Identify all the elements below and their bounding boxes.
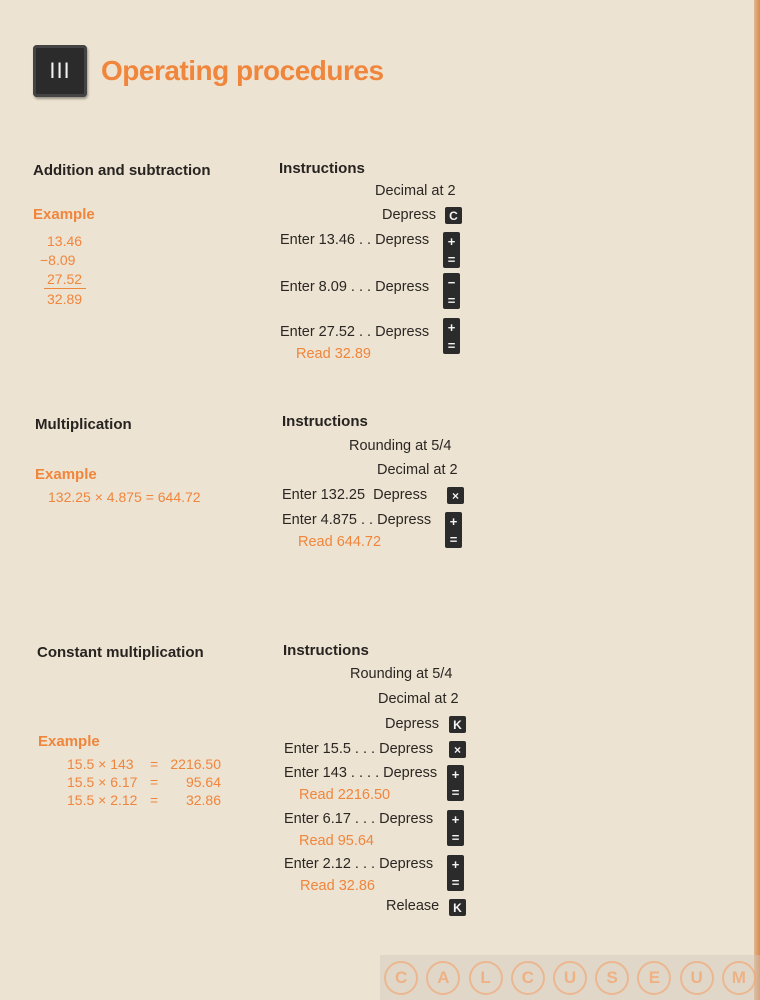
step-enter: Enter 132.25 Depress	[282, 487, 428, 503]
example-expr: 15.5 × 6.17	[67, 774, 138, 790]
minus-icon: −	[447, 274, 456, 290]
read-result: Read 2216.50	[299, 787, 391, 803]
equals-icon: =	[451, 784, 460, 800]
plus-icon: +	[449, 513, 458, 529]
step-depress	[382, 207, 436, 223]
example-eq: =	[150, 792, 159, 808]
sum-rule	[44, 288, 86, 289]
watermark-letter: L	[469, 961, 503, 995]
watermark-letter: C	[511, 961, 545, 995]
plus-equals-key-icon	[447, 855, 464, 891]
plus-icon: +	[447, 233, 456, 249]
instructions-heading: Instructions	[282, 413, 368, 430]
plus-icon: +	[447, 319, 456, 335]
example-line: 132.25 × 4.875 = 644.72	[48, 489, 201, 505]
step-decimal: Decimal at 2	[377, 462, 458, 478]
step-enter: Enter 143 . . . . Depress	[284, 765, 438, 781]
plus-icon: +	[451, 856, 460, 872]
plus-icon: +	[451, 811, 460, 827]
step-enter: Enter 2.12 . . . Depress	[284, 856, 434, 872]
section-heading: Multiplication	[35, 416, 132, 433]
step-decimal: Decimal at 2	[378, 691, 459, 707]
minus-equals-key-icon	[443, 273, 460, 309]
plus-equals-key-icon	[445, 512, 462, 548]
step-text: Depress	[382, 207, 436, 223]
section-heading: Addition and subtraction	[33, 162, 211, 179]
example-line: −8.09	[40, 252, 76, 268]
read-result: Read 32.89	[296, 346, 371, 362]
step-rounding: Rounding at 5/4	[349, 438, 452, 454]
example-result: 32.89	[47, 291, 83, 307]
example-label: Example	[35, 466, 97, 483]
watermark-letter: A	[426, 961, 460, 995]
times-key-icon: ×	[447, 487, 464, 504]
equals-icon: =	[447, 251, 456, 267]
example-eq: =	[150, 756, 159, 772]
watermark-letter: E	[637, 961, 671, 995]
read-result: Read 644.72	[298, 534, 382, 550]
step-rounding: Rounding at 5/4	[350, 666, 453, 682]
example-expr: 15.5 × 2.12	[67, 792, 138, 808]
example-label: Example	[38, 733, 100, 750]
step-enter: Enter 8.09 . . . Depress	[280, 279, 430, 295]
watermark-logo	[380, 955, 760, 1000]
watermark-letter: C	[384, 961, 418, 995]
plus-equals-key-icon	[447, 810, 464, 846]
step-enter: Enter 6.17 . . . Depress	[284, 811, 434, 827]
step-enter: Enter 13.46 . . Depress	[280, 232, 430, 248]
equals-icon: =	[451, 829, 460, 845]
equals-icon: =	[449, 531, 458, 547]
page-header	[33, 45, 384, 97]
example-eq: =	[150, 774, 159, 790]
read-result: Read 32.86	[300, 878, 375, 894]
read-result: Read 95.64	[299, 833, 374, 849]
page-edge	[754, 0, 760, 1000]
plus-equals-key-icon	[443, 232, 460, 268]
step-enter: Enter 15.5 . . . Depress	[284, 741, 434, 757]
example-expr: 15.5 × 143	[67, 756, 134, 772]
step-release: Release	[386, 898, 440, 914]
example-result: 32.86	[185, 792, 221, 808]
plus-icon: +	[451, 766, 460, 782]
clear-key-icon: C	[445, 207, 462, 224]
plus-equals-key-icon	[443, 318, 460, 354]
step-decimal: Decimal at 2	[375, 183, 456, 199]
chapter-badge: III	[33, 45, 87, 97]
step-enter: Enter 27.52 . . Depress	[280, 324, 430, 340]
example-result: 95.64	[185, 774, 221, 790]
section-heading: Constant multiplication	[37, 644, 204, 661]
step-depress: Depress	[385, 716, 439, 732]
example-result: 2216.50	[170, 756, 221, 772]
watermark-letter: S	[595, 961, 629, 995]
equals-icon: =	[447, 337, 456, 353]
instructions-heading: Instructions	[279, 160, 365, 177]
step-enter: Enter 4.875 . . Depress	[282, 512, 432, 528]
instructions-heading: Instructions	[283, 642, 369, 659]
constant-key-icon: K	[449, 716, 466, 733]
example-line: 27.52	[47, 271, 83, 287]
constant-key-icon: K	[449, 899, 466, 916]
example-line: 13.46	[47, 233, 83, 249]
times-key-icon: ×	[449, 741, 466, 758]
example-label: Example	[33, 206, 95, 223]
equals-icon: =	[447, 292, 456, 308]
watermark-letter: U	[680, 961, 714, 995]
equals-icon: =	[451, 874, 460, 890]
watermark-letter: U	[553, 961, 587, 995]
watermark-letter: M	[722, 961, 756, 995]
plus-equals-key-icon	[447, 765, 464, 801]
page-title: Operating procedures	[101, 55, 384, 86]
